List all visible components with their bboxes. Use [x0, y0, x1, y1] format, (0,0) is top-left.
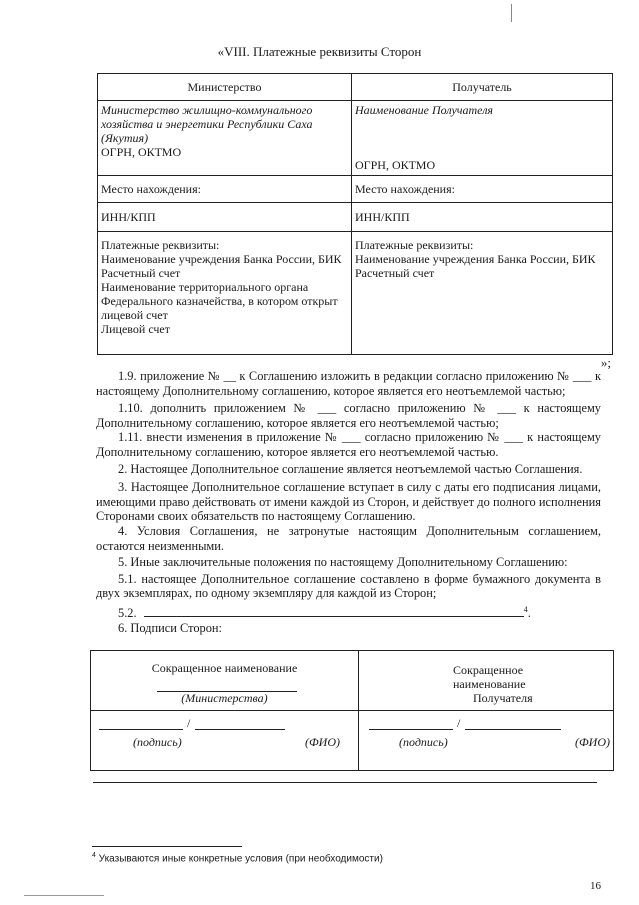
- section-title: «VIII. Платежные реквизиты Сторон: [217, 44, 422, 59]
- detail-line: Лицевой счет: [101, 322, 171, 336]
- slash: /: [187, 716, 191, 730]
- paragraph-1-10: 1.10. дополнить приложением № ___ согласно приложению № ___ к настоящему Дополнительному соглашению, которое является его неотъемлемой частью;: [96, 401, 601, 430]
- signatures-table: [90, 650, 614, 771]
- paragraph-5-2: 5.2. $^4$.: [118, 604, 531, 621]
- footnote: [92, 852, 383, 864]
- ministry-inn: ИНН/КПП: [98, 203, 352, 232]
- recipient-label-line-2: наименование: [453, 677, 526, 691]
- detail-line: Наименование учреждения Банка России, БИК: [355, 252, 596, 266]
- ministry-name: Министерство жилищно-коммунального хозяйства и энергетики Республики Саха (Якутия): [101, 103, 313, 145]
- recipient-inn: ИНН/КПП: [352, 203, 613, 232]
- recipient-signature-header: [359, 651, 614, 711]
- paragraph-6: 6. Подписи Сторон:: [118, 620, 222, 635]
- detail-line: Наименование территориального органа Федерального казначейства, в котором открыт лицевой счет: [101, 280, 338, 322]
- name-label: (ФИО): [575, 735, 610, 749]
- recipient-bank-details: [352, 232, 613, 355]
- recipient-name: Наименование Получателя: [355, 103, 494, 117]
- paragraph-2: 2. Настоящее Дополнительное соглашение является неотъемлемой частью Соглашения.: [118, 461, 583, 476]
- ministry-bank-details: [98, 232, 352, 355]
- header-ministry: Министерство: [98, 74, 352, 101]
- ministry-signature-header: [91, 651, 359, 711]
- recipient-signature-cell: [359, 711, 614, 771]
- recipient-short-name-label: [453, 663, 533, 705]
- signature-label: (подпись): [133, 735, 182, 749]
- requisites-table: [97, 73, 613, 355]
- signature-label: (подпись): [399, 735, 448, 749]
- recipient-ogrn: ОГРН, ОКТМО: [355, 158, 436, 172]
- paragraph-5: 5. Иные заключительные положения по настоящему Дополнительному Соглашению:: [118, 555, 568, 570]
- page-number: 16: [590, 880, 601, 892]
- detail-line: Наименование учреждения Банка России, БИК: [101, 252, 342, 266]
- paragraph-1-11: 1.11. внести изменения в приложение № ___ согласно приложению № ___ к настоящему Дополнительному соглашению, которое является его неотъемлемой частью.: [96, 430, 601, 459]
- separator-line: [93, 782, 597, 783]
- footnote-separator: [92, 846, 242, 847]
- detail-line: Расчетный счет: [101, 266, 181, 280]
- scan-mark-top: [511, 4, 512, 22]
- body-paragraphs: [96, 369, 601, 635]
- ministry-name-cell: [98, 101, 352, 176]
- recipient-address: Место нахождения:: [352, 176, 613, 203]
- detail-line: Платежные реквизиты:: [355, 238, 474, 252]
- ministry-signature-cell: [91, 711, 359, 771]
- footnote-text: Указываются иные конкретные условия (при необходимости): [95, 853, 383, 865]
- header-recipient: Получатель: [352, 74, 613, 101]
- recipient-name-cell: [352, 101, 613, 176]
- name-label: (ФИО): [305, 735, 340, 749]
- slash: /: [457, 716, 461, 730]
- footnote-ref: 4: [523, 604, 528, 614]
- footnote-mark: 4: [92, 852, 96, 859]
- paragraph-3: 3. Настоящее Дополнительное соглашение вступает в силу с даты его подписания лицами, имеющими право действовать от имени каждой из Сторон, и действует до полного исполнения Сторонами своих обязательств по настоящему Соглашению.: [96, 480, 601, 524]
- paragraph-5-2-label: 5.2.: [118, 606, 137, 621]
- recipient-party-label: Получателя: [473, 691, 533, 705]
- paragraph-4: 4. Условия Соглашения, не затронутые настоящим Дополнительным соглашением, остаются неизменными.: [96, 523, 601, 553]
- ministry-address: Место нахождения:: [98, 176, 352, 203]
- detail-line: Расчетный счет: [355, 266, 435, 280]
- detail-line: Платежные реквизиты:: [101, 238, 220, 252]
- recipient-label-line-1: Сокращенное: [453, 663, 524, 677]
- scan-mark-bottom: [24, 895, 104, 896]
- ministry-party-label: (Министерства): [181, 691, 268, 705]
- table-closing-quote: »;: [600, 355, 611, 370]
- paragraph-5-1: 5.1. настоящее Дополнительное соглашение составлено в форме бумажного документа в двух экземплярах, по одному экземпляру для каждой из Сторон;: [96, 571, 601, 601]
- ministry-short-name-label: Сокращенное наименование: [151, 661, 298, 675]
- paragraph-1-9: 1.9. приложение № __ к Соглашению изложить в редакции согласно приложению № ___ к настоящему Дополнительному соглашению, которое является его неотъемлемой частью;: [96, 369, 601, 398]
- ministry-ogrn: ОГРН, ОКТМО: [101, 145, 182, 159]
